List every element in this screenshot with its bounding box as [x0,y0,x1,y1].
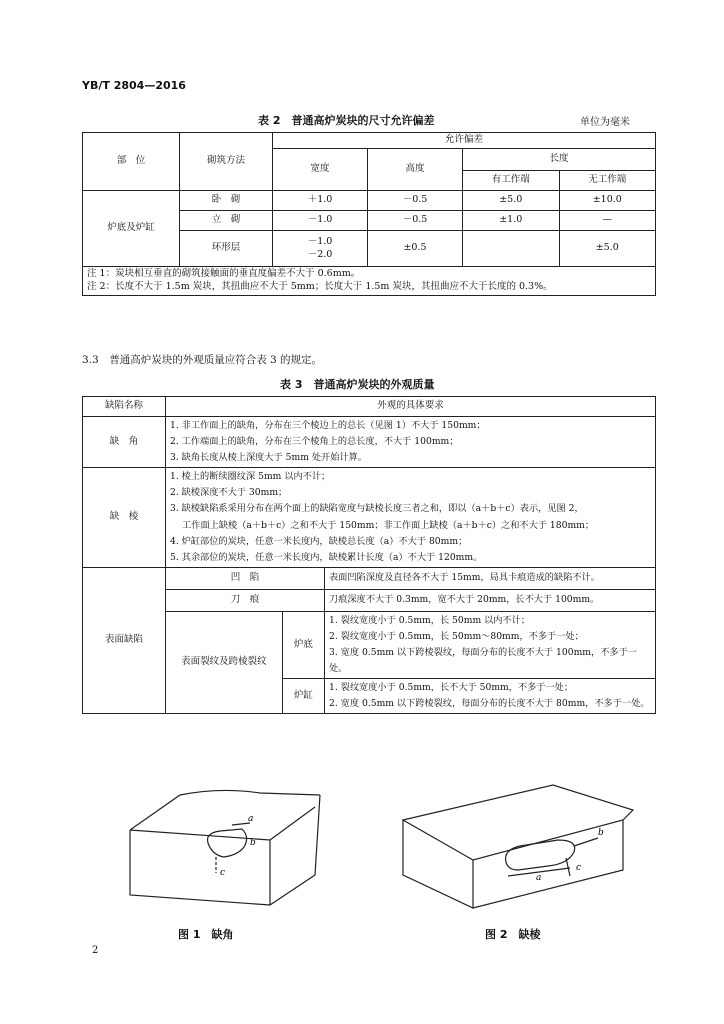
part-name: 炉底及炉缸 [83,191,180,267]
nonworking-length-cell: ±10.0 [559,191,656,211]
requirement-line: 1. 裂纹宽度小于 0.5mm，长不大于 50mm，不多于一处； [329,682,574,694]
note-2: 注 2：长度不大于 1.5m 炭块，其扭曲应不大于 5mm；长度大于 1.5m 炭块，其扭曲应不大于长度的 0.3%。 [87,280,553,292]
header-tolerance: 允许偏差 [273,133,656,149]
label-c: c [220,868,226,878]
requirement-line: 2. 宽度 0.5mm 以下跨棱裂纹，每面分布的长度不大于 80mm，不多于一处。 [329,698,650,710]
width-value: －1.0 [307,235,333,247]
table2-caption: 表 2 普通高炉炭块的尺寸允许偏差 [258,114,435,127]
working-length-cell [463,231,560,267]
pit-requirement: 表面凹陷深度及直径各不大于 15mm，局具卡痕造成的缺陷不计。 [325,567,656,589]
header-width: 宽度 [273,149,368,191]
table3 [82,396,656,714]
header-no-working-end: 无工作端 [559,171,656,191]
width-cell: ＋1.0 [273,191,368,211]
defect-surface: 表面缺陷 [83,567,166,714]
defect-crack: 表面裂纹及跨棱裂纹 [166,611,283,714]
label-b: b [250,838,256,848]
requirement-line: 工作面上缺棱（a＋b＋c）之和不大于 150mm；非工作面上缺棱（a＋b＋c）之和不大于 180mm； [170,519,595,531]
note-1: 注 1：炭块相互垂直的砌筑接触面的垂直度偏差不大于 0.6mm。 [87,268,361,279]
standard-number: YB/T 2804—2016 [82,79,186,92]
label-c: c [576,863,582,873]
table2 [82,132,656,296]
height-cell: －0.5 [368,211,463,231]
working-length-cell: ±5.0 [463,191,560,211]
requirement-line: 2. 工作端面上的缺角，分布在三个棱角上的总长度，不大于 100mm； [170,436,459,448]
clause-3-3: 3.3 普通高炉炭块的外观质量应符合表 3 的规定。 [82,354,323,366]
location-hearth: 炉缸 [282,679,324,714]
hearth-bottom-requirements [325,611,656,678]
table3-caption: 表 3 普通高炉炭块的外观质量 [280,378,435,391]
requirement-line: 2. 裂纹宽度小于 0.5mm，长 50mm～80mm，不多于一处； [329,630,584,642]
height-cell: －0.5 [368,191,463,211]
location-hearth-bottom: 炉底 [282,611,324,678]
requirement-line: 2. 缺棱深度不大于 30mm； [170,487,288,499]
width-cell: －1.0 [273,211,368,231]
defect-corner: 缺 角 [83,417,166,468]
requirement-line: 1. 棱上的断续圈纹深 5mm 以内不计； [170,471,331,483]
figure2-caption: 图 2 缺棱 [485,928,541,941]
figure1-corner-defect [120,785,330,915]
page-number: 2 [92,945,99,956]
nonworking-length-cell: ±5.0 [559,231,656,267]
hearth-requirements [325,679,656,714]
figure1-caption: 图 1 缺角 [178,928,234,941]
method-cell: 立 砌 [180,211,273,231]
corner-requirements [166,417,656,468]
defect-pit: 凹 陷 [166,567,325,589]
label-b: b [598,828,604,838]
working-length-cell: ±1.0 [463,211,560,231]
header-part: 部 位 [83,133,180,191]
table2-notes [83,267,656,296]
header-height: 高度 [368,149,463,191]
edge-requirements [166,468,656,568]
label-a: a [536,873,542,883]
requirement-line: 1. 裂纹宽度小于 0.5mm，长 50mm 以内不计； [329,614,531,626]
height-cell: ±0.5 [368,231,463,267]
table2-unit: 单位为毫米 [580,117,630,128]
defect-edge: 缺 棱 [83,468,166,568]
header-working-end: 有工作端 [463,171,560,191]
requirement-line: 4. 炉缸部位的炭块，任意一米长度内，缺棱总长度（a）不大于 80mm； [170,535,468,547]
width-value: －2.0 [307,248,333,260]
requirement-line: 3. 宽度 0.5mm 以下跨棱裂纹，每面分布的长度不大于 100mm，不多于一处。 [329,647,637,675]
figure2-edge-defect [398,780,638,915]
header-defect: 缺陷名称 [83,397,166,417]
nonworking-length-cell: — [559,211,656,231]
scar-requirement: 刀痕深度不大于 0.3mm，宽不大于 20mm，长不大于 100mm。 [325,589,656,611]
header-length: 长度 [463,149,656,171]
requirement-line: 3. 缺棱缺陷系采用分布在两个面上的缺陷宽度与缺棱长度三者之和，即以（a＋b＋c）表示，见图 2， [170,503,584,515]
header-requirement: 外观的具体要求 [166,397,656,417]
label-a: a [248,814,254,824]
defect-scar: 刀 痕 [166,589,325,611]
header-method: 砌筑方法 [180,133,273,191]
requirement-line: 1. 非工作面上的缺角，分布在三个棱边上的总长（见图 1）不大于 150mm； [170,420,486,431]
method-cell: 环形层 [180,231,273,267]
requirement-line: 3. 缺角长度从棱上深度大于 5mm 处开始计算。 [170,452,367,464]
method-cell: 卧 砌 [180,191,273,211]
width-cell [273,231,368,267]
requirement-line: 5. 其余部位的炭块，任意一米长度内，缺棱累计长度（a）不大于 120mm。 [170,551,483,563]
